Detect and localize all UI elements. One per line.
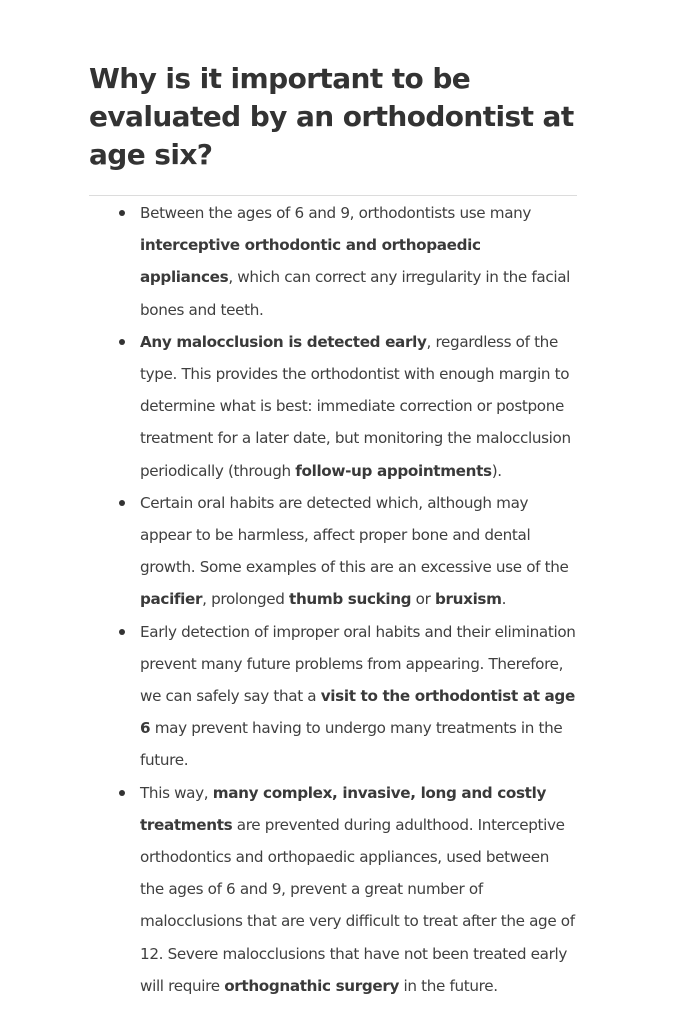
bullet-icon bbox=[119, 339, 125, 345]
emphasis-text: bruxism bbox=[435, 590, 502, 609]
body-text: Certain oral habits are detected which, although may appear to be harmless, affect proper bone and dental growth. Some examples of this are an excessive use of the bbox=[140, 493, 569, 577]
body-text: in the future. bbox=[399, 976, 498, 995]
body-text: . bbox=[501, 590, 507, 609]
emphasis-text: thumb sucking bbox=[289, 590, 412, 609]
body-text: ). bbox=[491, 461, 502, 480]
page-title: Why is it important to be evaluated by an orthodontist at age six? bbox=[89, 62, 574, 171]
body-text: , regardless of the type. This provides the orthodontist with enough margin to determine what is best: immediate correction or postpone treatment for a later date, but monitoring the malocclusion periodically (through bbox=[140, 332, 571, 480]
body-text: Early detection of improper oral habits and their elimination prevent many future problems from appearing. Therefore, we can safely say that a bbox=[140, 622, 576, 706]
emphasis-text: orthognathic surgery bbox=[224, 976, 400, 995]
bullet-icon bbox=[119, 629, 125, 635]
emphasis-text: visit to the orthodontist at age 6 bbox=[140, 687, 575, 738]
body-text: are prevented during adulthood. Interceptive orthodontics and orthopaedic appliances, used between the ages of 6 and 9, prevent a great number of malocclusions that are very difficult to treat after the age of 12. Severe malocclusions that have not been treated early will require bbox=[140, 815, 575, 995]
bullet-icon bbox=[119, 210, 125, 216]
body-text: , prolonged bbox=[202, 590, 290, 609]
bullet-icon bbox=[119, 500, 125, 506]
list-item bbox=[89, 487, 577, 616]
list-item bbox=[89, 326, 577, 487]
point-list bbox=[89, 197, 577, 1002]
emphasis-text: pacifier bbox=[140, 590, 203, 609]
body-text: , which can correct any irregularity in the facial bones and teeth. bbox=[140, 268, 571, 319]
list-item bbox=[89, 777, 577, 1002]
list-item bbox=[89, 616, 577, 777]
emphasis-text: many complex, invasive, long and costly treatments bbox=[140, 783, 546, 834]
body-text: This way, bbox=[140, 783, 213, 802]
article bbox=[89, 60, 577, 1002]
bullet-icon bbox=[119, 790, 125, 796]
title-divider bbox=[89, 195, 577, 196]
list-item bbox=[89, 197, 577, 326]
emphasis-text: follow-up appointments bbox=[295, 461, 492, 480]
emphasis-text: Any malocclusion is detected early bbox=[140, 332, 427, 351]
body-text: or bbox=[411, 590, 435, 609]
body-text: Between the ages of 6 and 9, orthodontists use many bbox=[140, 204, 532, 222]
body-text: may prevent having to undergo many treatments in the future. bbox=[140, 719, 563, 770]
emphasis-text: interceptive orthodontic and orthopaedic appliances bbox=[140, 236, 481, 287]
